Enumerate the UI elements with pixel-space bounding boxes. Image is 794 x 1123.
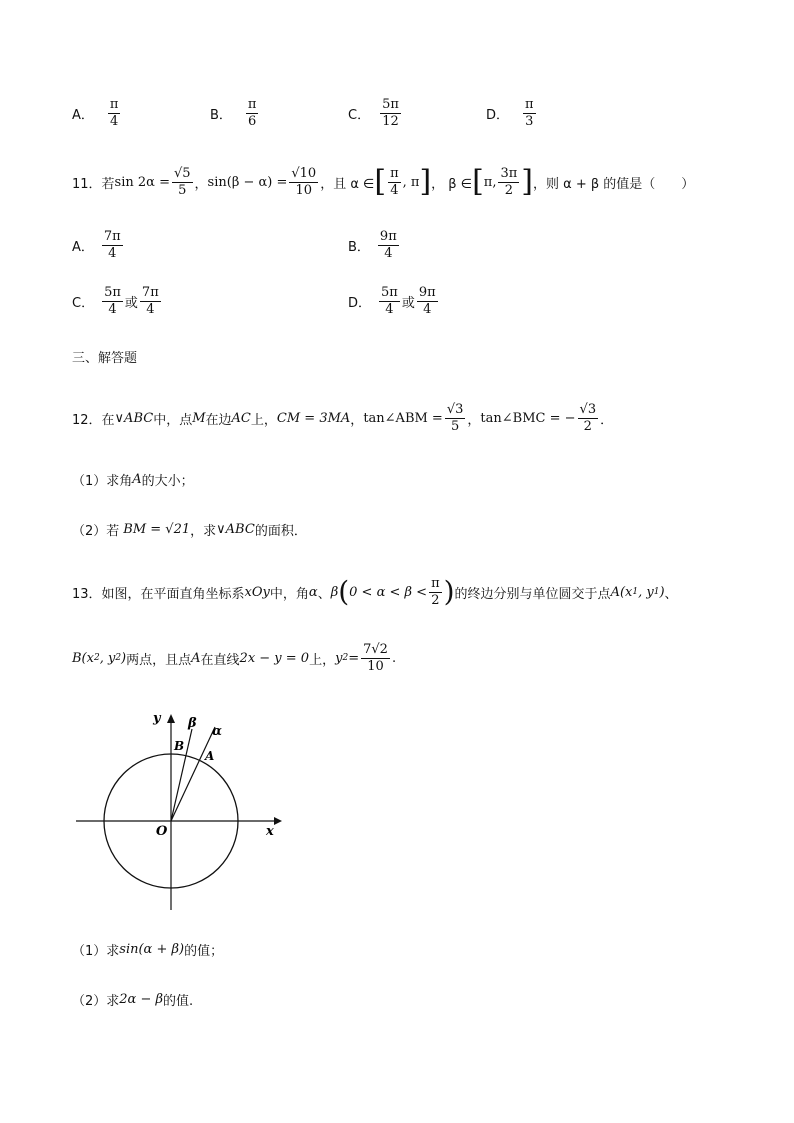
numerator: 7π (141, 285, 159, 300)
q10-option-b (210, 98, 260, 128)
numerator: 5π (104, 285, 121, 300)
denominator: 4 (110, 113, 119, 129)
math-var: , y (638, 584, 654, 600)
math-var: α (308, 584, 318, 600)
triangle-symbol: ∨ABC (114, 410, 154, 426)
option-letter: D． (486, 107, 510, 123)
text: 中，角 (269, 586, 309, 602)
denominator: 2 (583, 418, 592, 434)
question-tail: ，则 α + β 的值是（ ） (533, 176, 695, 192)
denominator: 2 (504, 182, 514, 198)
interval-start: π, (483, 174, 497, 190)
fraction (388, 167, 401, 197)
math-expression: sin 2α = (114, 174, 170, 190)
numerator: √10 (291, 165, 317, 181)
text: 在直线 (200, 652, 240, 668)
punctuation: ， (350, 412, 364, 428)
subscript: 1 (632, 587, 639, 597)
alpha-label: α (212, 724, 223, 739)
numerator: π (431, 575, 440, 591)
punctuation: ， (467, 412, 481, 428)
fraction (523, 98, 536, 128)
q10-option-d (486, 98, 538, 128)
question-number: 11．若 (72, 176, 115, 192)
math-expression: tan∠BMC = − (480, 410, 576, 426)
numerator: √3 (579, 401, 597, 417)
numerator: π (247, 97, 257, 112)
q11-option-d (348, 286, 440, 316)
denominator: 4 (146, 301, 155, 317)
numerator: 5π (382, 97, 399, 112)
fraction (380, 98, 401, 128)
text: 、 (317, 586, 331, 602)
denominator: 4 (390, 182, 399, 198)
q11-option-b (348, 230, 401, 260)
text: 在边 (205, 412, 232, 428)
math-var: xOy (244, 584, 270, 600)
text: 的终边分别与单位圆交于点 (454, 586, 611, 602)
text: （2）求 (72, 994, 120, 1009)
option-letter: C． (72, 295, 95, 311)
option-letter: B． (348, 239, 370, 255)
text: 13．如图，在平面直角坐标系 (72, 586, 245, 602)
condition-text: ，且 α ∈ (320, 176, 375, 192)
beta-label: β (188, 716, 197, 731)
subscript: 2 (115, 653, 122, 663)
math-var: B(x (72, 650, 94, 666)
math-expression: sin(α + β) (119, 942, 185, 957)
fraction (379, 286, 400, 316)
text: 的值. (163, 994, 194, 1009)
math-var: A(x (610, 584, 633, 600)
option-letter: D． (348, 295, 372, 311)
question-13-part-2 (72, 990, 193, 1009)
text: 的面积． (254, 524, 307, 539)
fraction (246, 98, 259, 128)
math-expression: CM = 3MA (276, 410, 351, 426)
denominator: 5 (450, 418, 460, 434)
condition-text: ， β ∈ (431, 176, 473, 192)
left-bracket: [ (374, 164, 387, 199)
numerator: 9π (418, 285, 436, 300)
denominator: 4 (108, 301, 117, 317)
text: 中，点 (153, 412, 193, 428)
punctuation: ， (194, 176, 208, 192)
q11-option-a (72, 230, 125, 260)
math-var: = (348, 650, 360, 666)
subscript: 1 (653, 587, 660, 597)
fraction (417, 286, 438, 316)
option-letter: A． (72, 107, 94, 123)
triangle-symbol: ∨ABC (216, 522, 255, 537)
denominator: 6 (248, 113, 257, 129)
question-12-part-1 (72, 470, 194, 489)
question-12-stem (72, 396, 613, 440)
x-axis-label: x (266, 824, 274, 839)
text: 的值； (184, 944, 224, 959)
math-var: , y (99, 650, 116, 666)
y-axis-arrow-icon (167, 714, 175, 723)
math-expression: 2α − β (119, 992, 164, 1007)
denominator: 4 (385, 301, 394, 317)
fraction (172, 167, 193, 197)
math-var: AC (231, 410, 251, 426)
fraction (429, 577, 442, 607)
punctuation: ． (600, 412, 614, 428)
left-bracket: [ (472, 164, 484, 199)
math-expression: 2x − y = 0 (239, 650, 310, 666)
math-expression: sin(β − α) = (207, 174, 288, 190)
numerator: √5 (173, 165, 191, 181)
unit-circle-figure (70, 705, 290, 915)
numerator: 9π (379, 229, 397, 244)
math-var: M (192, 410, 206, 426)
denominator: 10 (367, 658, 384, 674)
q11-option-c (72, 286, 163, 316)
question-13-part-1 (72, 940, 223, 959)
subscript: 2 (93, 653, 100, 663)
q10-option-c (348, 98, 403, 128)
point-a-label: A (205, 749, 215, 763)
interval-end: , π (402, 174, 420, 190)
math-var: ) (121, 650, 127, 666)
numerator: 7√2 (363, 641, 388, 657)
denominator: 5 (178, 182, 187, 198)
question-12-part-2 (72, 520, 307, 539)
fraction (289, 167, 318, 197)
fraction (498, 167, 519, 197)
text: 两点，且点 (126, 652, 192, 668)
denominator: 4 (384, 245, 393, 261)
option-letter: A． (72, 239, 94, 255)
right-bracket: ] (419, 164, 432, 199)
text: （1）求 (72, 944, 120, 959)
y-axis-label: y (153, 711, 161, 726)
text: 、 (664, 586, 678, 602)
math-expression: 0 < α < β < (349, 584, 428, 600)
fraction (361, 643, 390, 673)
denominator: 2 (431, 592, 440, 608)
denominator: 3 (525, 113, 534, 129)
question-13-line-1 (72, 570, 678, 614)
punctuation: . (391, 650, 397, 666)
option-letter: B． (210, 107, 232, 123)
numerator: 5π (381, 285, 398, 300)
text: 的大小； (141, 474, 194, 489)
math-var: ) (659, 584, 665, 600)
option-letter: C． (348, 107, 371, 123)
text: 上， (250, 412, 277, 428)
right-paren: ) (443, 575, 455, 608)
math-var: y (335, 650, 343, 666)
numerator: π (390, 165, 399, 181)
denominator: 4 (108, 245, 117, 261)
math-var: A (132, 472, 142, 487)
text: 上， (309, 652, 336, 668)
numerator: √3 (446, 401, 464, 417)
math-expression: tan∠ABM = (363, 410, 443, 426)
q10-option-a (72, 98, 122, 128)
denominator: 12 (382, 113, 399, 129)
x-axis-arrow-icon (274, 817, 282, 825)
section-title: 三、解答题 (72, 351, 138, 366)
math-var: β (330, 584, 339, 600)
numerator: π (109, 97, 119, 112)
left-paren: ( (338, 575, 350, 608)
question-number: 12．在 (72, 412, 115, 428)
fraction (102, 286, 123, 316)
math-var: A (191, 650, 201, 666)
text: ，求 (190, 524, 217, 539)
fraction (378, 230, 399, 260)
question-11-stem (72, 160, 694, 204)
point-b-label: B (174, 739, 185, 753)
or-text: 或 (124, 295, 138, 311)
right-bracket: ] (521, 164, 534, 199)
fraction (108, 98, 121, 128)
math-expression: BM = √21 (123, 522, 191, 537)
numerator: 3π (500, 165, 518, 181)
text: （2）若 (72, 524, 120, 539)
question-13-line-2 (72, 636, 396, 680)
denominator: 4 (423, 301, 432, 317)
denominator: 10 (295, 182, 313, 198)
subscript: 2 (342, 653, 349, 663)
numerator: π (525, 97, 534, 112)
fraction (102, 230, 123, 260)
numerator: 7π (103, 229, 121, 244)
origin-label: O (156, 824, 168, 839)
fraction (445, 403, 466, 433)
fraction (578, 403, 599, 433)
fraction (140, 286, 161, 316)
or-text: 或 (401, 295, 415, 311)
text: （1）求角 (72, 474, 133, 489)
